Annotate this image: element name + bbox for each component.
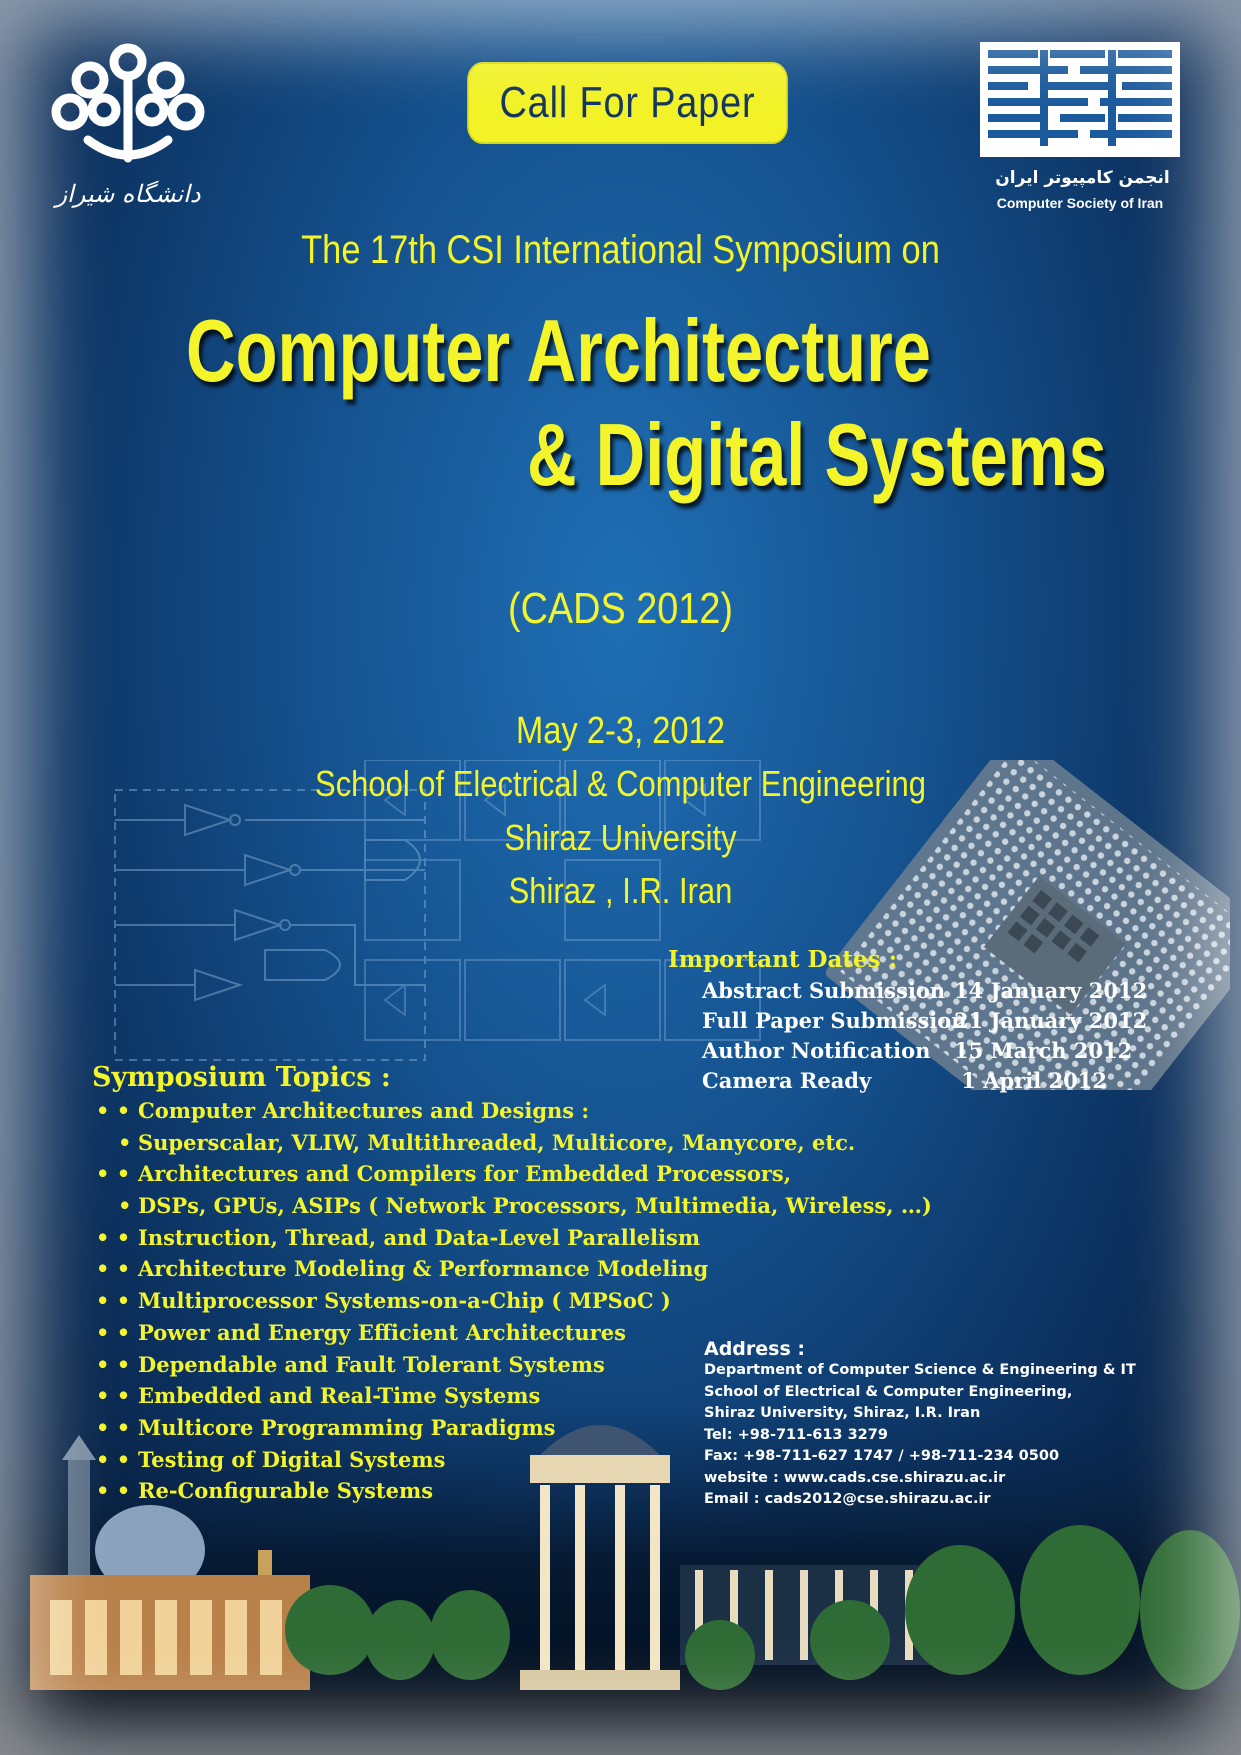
main-title-line-2: & Digital Systems (527, 405, 1107, 504)
topic-item (96, 1256, 932, 1288)
address-website: website : www.cads.cse.shirazu.ac.ir (704, 1469, 1006, 1486)
topic-bullet: • • (96, 1288, 131, 1314)
address-email: Email : cads2012@cse.shirazu.ac.ir (704, 1491, 991, 1507)
topic-text: Multiprocessor Systems-on-a-Chip ( MPSoC ) (138, 1288, 671, 1314)
topic-bullet: • • (96, 1414, 131, 1440)
topic-item (96, 1320, 932, 1352)
date-value: 14 January 2012 (954, 978, 1148, 1003)
topic-text: Instruction, Thread, and Data-Level Parallelism (138, 1224, 701, 1250)
topic-text: Computer Architectures and Designs : (138, 1098, 590, 1123)
topic-bullet: • (118, 1193, 132, 1219)
event-city: Shiraz , I.R. Iran (508, 870, 733, 911)
topic-text: Embedded and Real-Time Systems (138, 1383, 541, 1409)
address-fax: Fax: +98-711-627 1747 / +98-711-234 0500 (704, 1448, 1060, 1464)
date-value: 15 March 2012 (954, 1038, 1133, 1063)
topic-text: DSPs, GPUs, ASIPs ( Network Processors, Multimedia, Wireless, …) (138, 1193, 932, 1219)
event-date: May 2-3, 2012 (516, 710, 725, 752)
date-label: Abstract Submission (702, 978, 946, 1003)
topic-text: Superscalar, VLIW, Multithreaded, Multicore, Manycore, etc. (138, 1129, 856, 1155)
event-acronym: (CADS 2012) (507, 584, 734, 633)
topic-bullet: • • (96, 1351, 131, 1377)
topic-bullet: • • (96, 1319, 131, 1345)
call-for-paper-badge: Call For Paper (467, 62, 788, 144)
csi-logo-persian-text: انجمن کامپیوتر ایران (995, 168, 1170, 188)
symposium-topics-title: Symposium Topics : (92, 1062, 391, 1093)
topic-bullet: • • (96, 1224, 131, 1250)
topic-bullet: • • (96, 1383, 131, 1409)
csi-logo-english-text: Computer Society of Iran (996, 195, 1164, 211)
shiraz-university-logo (48, 40, 208, 220)
address-university: Shiraz University, Shiraz, I.R. Iran (704, 1405, 981, 1421)
shiraz-university-logo-text: دانشگاه شیراز (55, 180, 201, 208)
important-date-row (702, 1068, 1147, 1098)
important-date-row (702, 1008, 1147, 1038)
address-school: School of Electrical & Computer Engineering, (704, 1383, 1073, 1400)
topic-text: Testing of Digital Systems (138, 1446, 446, 1472)
date-label: Author Notification (702, 1038, 931, 1063)
topic-text: Architecture Modeling & Performance Modeling (138, 1256, 709, 1282)
symposium-subtitle: The 17th CSI International Symposium on (301, 228, 940, 272)
topic-text: Re-Configurable Systems (138, 1478, 434, 1504)
topic-item (96, 1161, 932, 1193)
topic-text: Architectures and Compilers for Embedded Processors, (138, 1161, 792, 1187)
date-value: 1 April 2012 (954, 1068, 1107, 1093)
topic-item (96, 1225, 932, 1257)
address-department: Department of Computer Science & Engineering & IT (704, 1362, 1136, 1378)
topic-text: Power and Energy Efficient Architectures (138, 1319, 626, 1345)
topic-bullet: • • (96, 1446, 131, 1472)
topic-text: Multicore Programming Paradigms (138, 1414, 556, 1440)
important-dates-list (702, 978, 1147, 1098)
important-date-row (702, 978, 1147, 1008)
topic-item (96, 1288, 932, 1320)
topic-bullet: • • (96, 1256, 131, 1282)
topic-bullet: • • (96, 1478, 131, 1504)
topic-item (96, 1130, 932, 1162)
important-date-row (702, 1038, 1147, 1068)
date-label: Full Paper Submission (702, 1008, 967, 1033)
important-dates-title: Important Dates : (668, 946, 898, 973)
topic-item (96, 1098, 932, 1130)
topic-text: Dependable and Fault Tolerant Systems (138, 1351, 605, 1377)
computer-society-of-iran-logo (980, 42, 1180, 157)
address-block (704, 1362, 1136, 1513)
date-value: 21 January 2012 (954, 1008, 1148, 1033)
event-school: School of Electrical & Computer Engineering (315, 763, 926, 804)
address-title: Address : (704, 1338, 805, 1360)
topic-bullet: • • (96, 1161, 131, 1187)
topic-bullet: • • (96, 1098, 131, 1123)
event-university: Shiraz University (504, 817, 737, 858)
topic-bullet: • (118, 1129, 132, 1155)
date-label: Camera Ready (702, 1068, 872, 1093)
topic-item (96, 1193, 932, 1225)
address-tel: Tel: +98-711-613 3279 (704, 1426, 888, 1443)
main-title-line-1: Computer Architecture (186, 301, 931, 400)
